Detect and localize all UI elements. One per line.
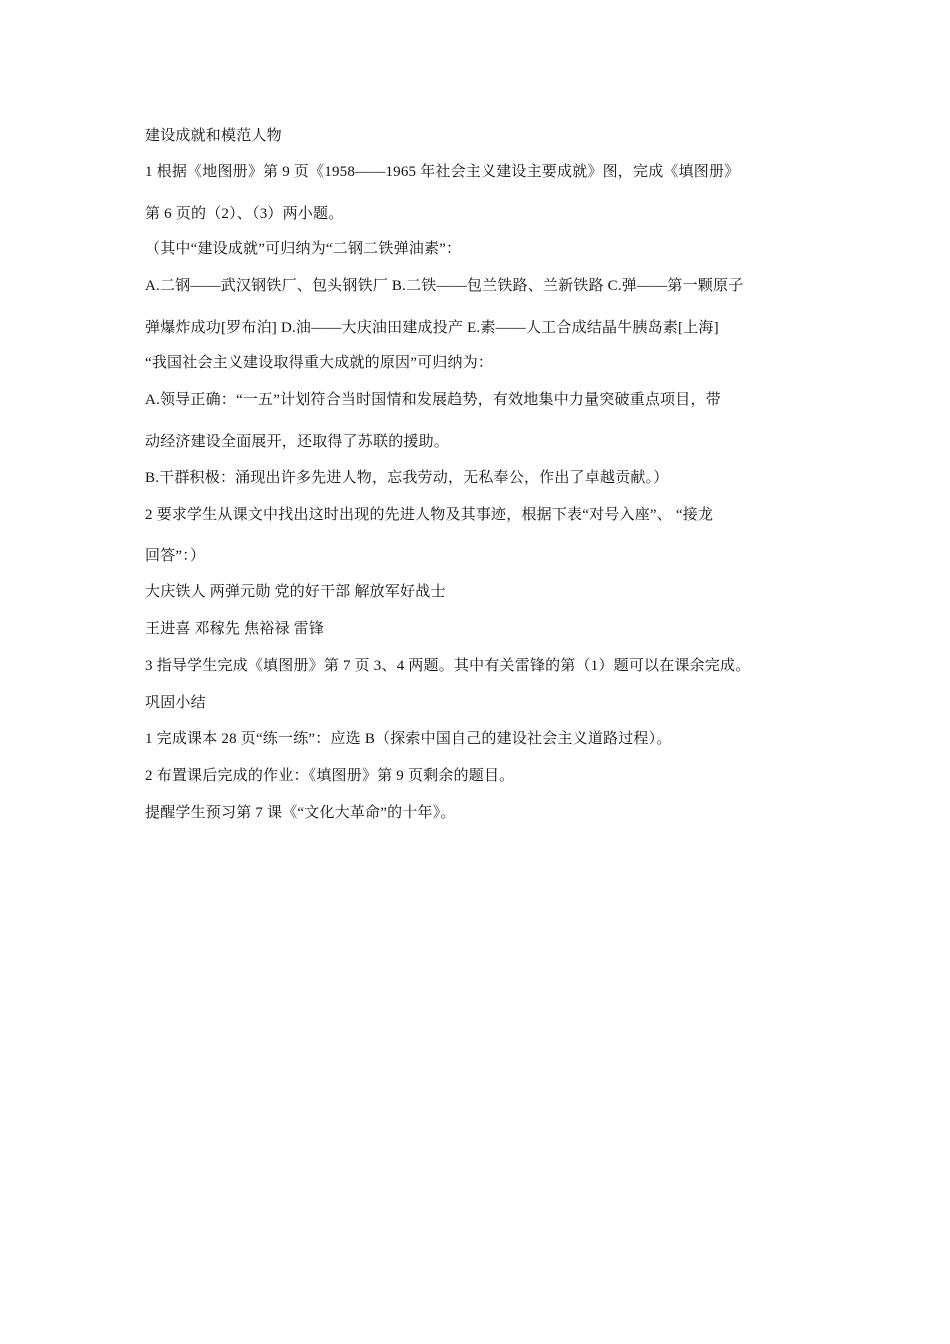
paragraph-line: A.领导正确：“一五”计划符合当时国情和发展趋势，有效地集中力量突破重点项目，带 xyxy=(145,392,721,408)
paragraph-line: B.干群积极：涌现出许多先进人物，忘我劳动，无私奉公，作出了卓越贡献。） xyxy=(145,470,669,486)
section-heading-achievements: 建设成就和模范人物 xyxy=(145,128,282,144)
paragraph-line: 第 6 页的（2）、（3）两小题。 xyxy=(145,206,344,222)
paragraph-line: 2 要求学生从课文中找出这时出现的先进人物及其事迹，根据下表“对号入座”、 “接龙 xyxy=(145,507,714,523)
table-row-titles: 大庆铁人 两弹元勋 党的好干部 解放军好战士 xyxy=(145,584,446,600)
paragraph-line: A.二钢——武汉钢铁厂、包头钢铁厂 B.二铁——包兰铁路、兰新铁路 C.弹——第一颗原子 xyxy=(145,278,744,294)
paragraph-line: 提醒学生预习第 7 课《“文化大革命”的十年》。 xyxy=(145,805,456,821)
paragraph-line: 3 指导学生完成《填图册》第 7 页 3、4 两题。其中有关雷锋的第（1）题可以在课余完成。 xyxy=(145,658,751,674)
paragraph-line: （其中“建设成就”可归纳为“二钢二铁弹油素”： xyxy=(145,241,462,257)
paragraph-line: 回答”：） xyxy=(145,548,206,564)
section-heading-summary: 巩固小结 xyxy=(145,695,206,711)
paragraph-line: 弹爆炸成功[罗布泊] D.油——大庆油田建成投产 E.素——人工合成结晶牛胰岛素[上海] xyxy=(145,320,719,336)
paragraph-line: 2 布置课后完成的作业：《填图册》第 9 页剩余的题目。 xyxy=(145,768,515,784)
table-row-names: 王进喜 邓稼先 焦裕禄 雷锋 xyxy=(145,621,325,637)
paragraph-line: 动经济建设全面展开，还取得了苏联的援助。 xyxy=(145,434,450,450)
paragraph-line: 1 完成课本 28 页“练一练”：应选 B（探索中国自己的建设社会主义道路过程）。 xyxy=(145,731,672,747)
paragraph-line: “我国社会主义建设取得重大成就的原因”可归纳为： xyxy=(145,355,494,371)
paragraph-line: 1 根据《地图册》第 9 页《1958——1965 年社会主义建设主要成就》图，完成《填图册》 xyxy=(145,164,740,180)
